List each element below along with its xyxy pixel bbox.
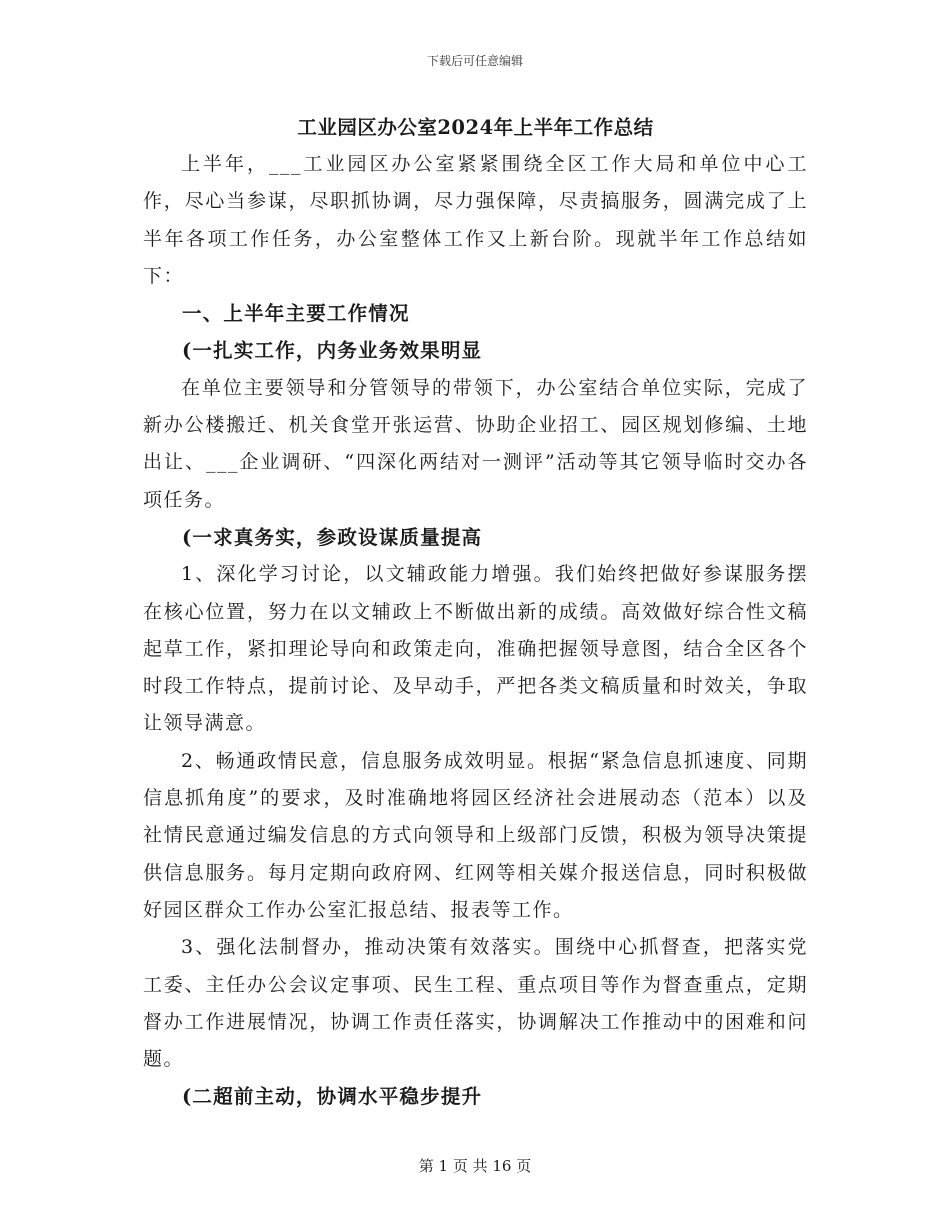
body-paragraph: 3、强化法制督办，推动决策有效落实。围绕中心抓督查，把落实党工委、主任办公会议定事项、民生工程、重点项目等作为督查重点，定期督办工作进展情况，协调工作责任落实，协调解决工作推动中的困难和问题。 [143,936,808,1071]
section-heading: (一求真务实，参政设谋质量提高 [182,525,483,549]
document-title: 工业园区办公室2024年上半年工作总结 [297,116,654,139]
section-heading: (二超前主动，协调水平稳步提升 [182,1085,483,1109]
body-paragraph: 2、畅通政情民意，信息服务成效明显。根据“紧急信息抓速度、同期信息抓角度”的要求，及时准确地将园区经济社会进展动态（范本）以及社情民意通过编发信息的方式向领导和上级部门反馈，积极为领导决策提供信息服务。每月定期向政府网、红网等相关媒介报送信息，同时积极做好园区群众工作办公室汇报总结、报表等工作。 [143,749,808,921]
section-heading: 一、上半年主要工作情况 [182,302,410,326]
body-paragraph: 1、深化学习讨论，以文辅政能力增强。我们始终把做好参谋服务摆在核心位置，努力在以文辅政上不断做出新的成绩。高效做好综合性文稿起草工作，紧扣理论导向和政策走向，准确把握领导意图，结合全区各个时段工作特点，提前讨论、及早动手，严把各类文稿质量和时效关，争取让领导满意。 [143,563,808,735]
body-paragraph: 在单位主要领导和分管领导的带领下，办公室结合单位实际，完成了新办公楼搬迁、机关食堂开张运营、协助企业招工、园区规划修编、土地出让、___企业调研、“四深化两结对一测评”活动等其它领导临时交办各项任务。 [143,376,808,511]
body-paragraph: 上半年，___工业园区办公室紧紧围绕全区工作大局和单位中心工作，尽心当参谋，尽职抓协调，尽力强保障，尽责搞服务，圆满完成了上半年各项工作任务，办公室整体工作又上新台阶。现就半年工作总结如下： [143,153,808,287]
page-header-note: 下载后可任意编辑 [426,54,523,68]
document-content [143,146,808,1116]
section-heading: (一扎实工作，内务业务效果明显 [182,339,483,363]
page-number: 第 1 页 共 16 页 [418,1157,532,1175]
document-body [143,110,808,1116]
